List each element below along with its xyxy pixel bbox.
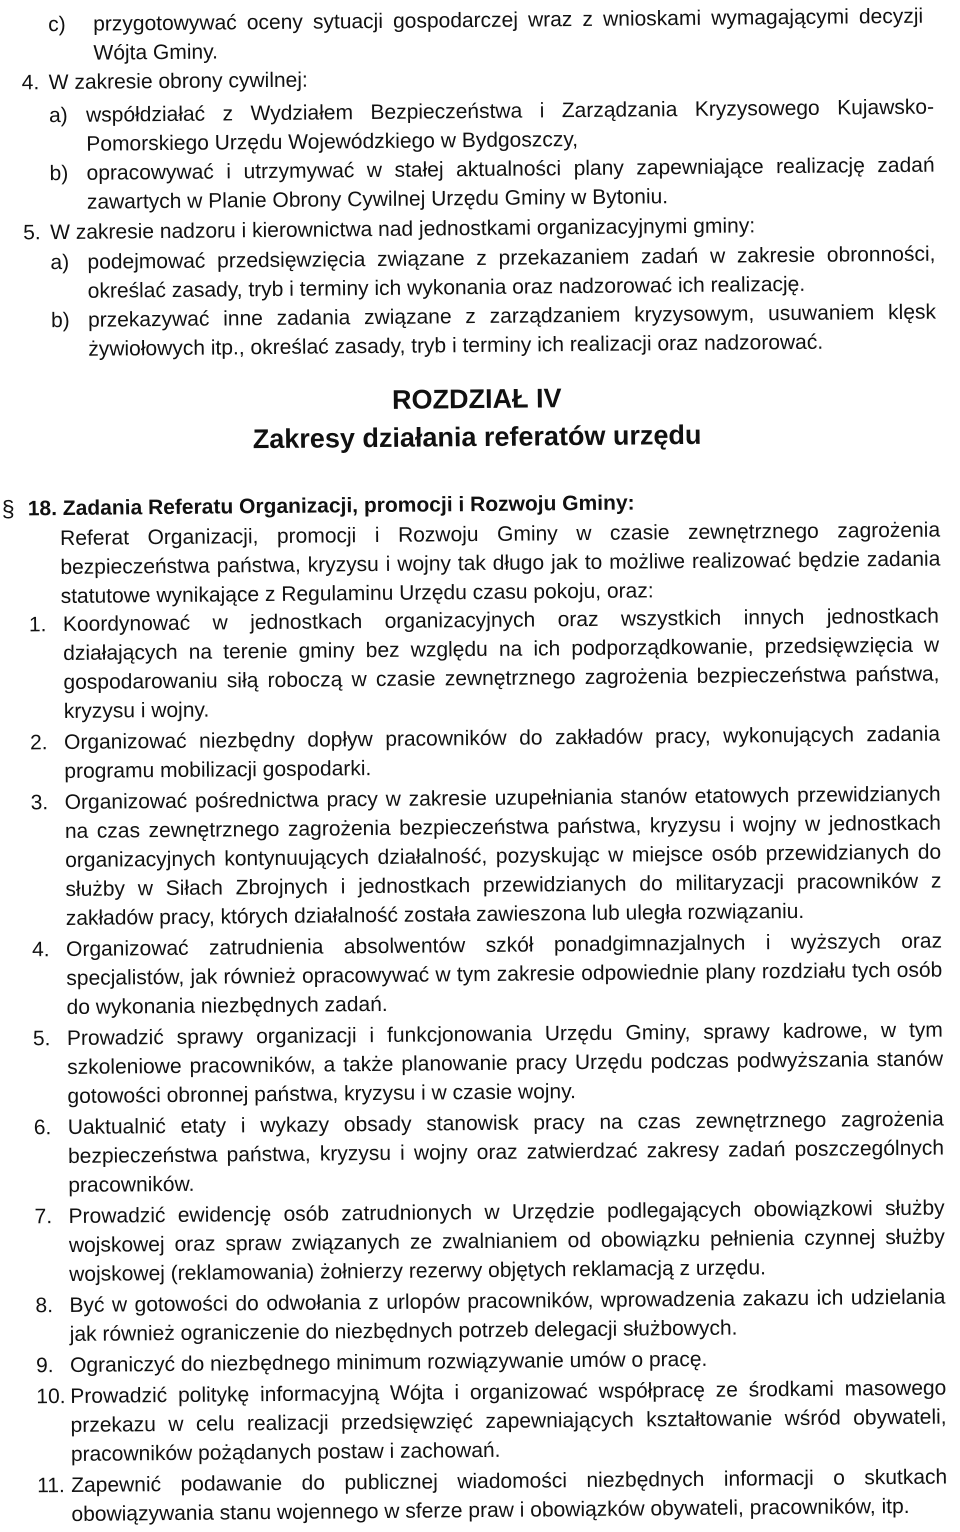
list-item-text: Koordynować w jednostkach organizacyjnych oraz wszystkich innych jednostkach działających na terenie gminy bez względu na ich podporządkowanie, przedsięwzięcia w gospodarowaniu siłą roboczą w czasie zewnętrznego zagrożenia bezpieczeństwa państwa, kryzysu i wojny. [62,604,940,723]
list-item-number: 1. [28,613,47,637]
list-item-text: Ograniczyć do niezbędnego minimum rozwiązywanie umów o pracę. [69,1347,708,1377]
item-marker: c) [48,12,66,37]
subitem-text: przekazywać inne zadania związane z zarządzaniem kryzysowym, usuwaniem klęsk żywiołowych itp., określać zasady, tryb i terminy ich realizacji oraz nadzorować. [87,300,937,361]
chapter-number: ROZDZIAŁ IV [391,383,562,415]
section-heading: 18. Zadania Referatu Organizacji, promocji i Rozwoju Gminy: [27,491,635,521]
list-item-text: Prowadzić ewidencję osób zatrudnionych w Urzędzie podlegających obowiązkowi służby wojskowej oraz spraw związanych ze zwalnianiem od obowiązku pełnienia czynnej służby wojskowej (reklamowania) żołnierzy rezerwy objętych reklamacją z urzędu. [68,1196,945,1286]
list-item [33,1016,944,1112]
list-item [35,1283,946,1350]
item-title: W zakresie obrony cywilnej: [48,68,308,95]
list-item-text: Organizować zatrudnienia absolwentów szkół ponadgimnazjalnych i wyższych oraz specjalistów, jak również opracowywać w tym zakresie odpowiednie plany rozdziału tych osób do wykonania niezbędnych zadań. [65,929,943,1019]
list-item [36,1374,947,1470]
subitem-text: opracowywać i utrzymywać w stałej aktualności plany zapewniające realizację zadań zawartych w Planie Obrony Cywilnej Urzędu Gminy w Bytoniu. [86,153,935,214]
list-item-number: 4. [31,938,50,962]
list-item-number: 8. [35,1294,54,1318]
list-item-text: Organizować pośrednictwa pracy w zakresie uzupełniania stanów etatowych przewidzianych na czas zewnętrznego zagrożenia bezpieczeństwa państwa, kryzysu i wojny w jednostkach organizacyjnych kontynuujących działalność, pozyskując w miejsce osób przewidzianych do służby w Siłach Zbrojnych i jednostkach przewidzianych do militaryzacji pracowników z zakładów pracy, których działalność została zawieszona lub uległa rozwiązaniu. [64,782,942,930]
section-intro: Referat Organizacji, promocji i Rozwoju Gminy w czasie zewnętrznego zagrożenia bezpieczeństwa państwa, kryzysu i wojny tak długo jak to możliwe realizować będzie zadania statutowe wynikające z Regulaminu Urzędu czasu pokoju, oraz: [59,518,941,609]
list-item [32,927,943,1023]
list-item-number: 6. [33,1116,52,1140]
list-item-text: Prowadzić sprawy organizacji i funkcjonowania Urzędu Gminy, sprawy kadrowe, w tym szkoleniowe pracowników, a także planowanie pracy Urzędu podczas podwyższania stanów gotowości obronnej państwa, kryzysu i w czasie wojny. [66,1018,944,1108]
section-sign: § [1,495,15,522]
list-item-text: Uaktualnić etaty i wykazy obsady stanowisk pracy na czas zewnętrznego zagrożenia bezpieczeństwa państwa, kryzysu i wojny oraz zatwierdzać zakresy zadań poszczególnych pracowników. [67,1107,945,1197]
list-item-text: Zapewnić podawanie do publicznej wiadomości niezbędnych informacji o skutkach obowiązywania stanu wojennego w sferze praw i obowiązków obywateli, pracowników, itp. [71,1465,948,1526]
subitem-marker: a) [50,250,70,275]
item-text: przygotowywać oceny sytuacji gospodarczej wraz z wnioskami wymagającymi decyzji Wójta Gminy. [93,4,924,65]
list-item-number: 3. [30,791,49,815]
item-number: 5. [23,221,41,245]
list-item [37,1463,948,1530]
list-item [34,1105,945,1201]
list-item-number: 11. [37,1474,65,1498]
list-item-text: Być w gotowości do odwołania z urlopów pracowników, wprowadzenia zakazu ich udzielania jak również ograniczenie do niezbędnych potrzeb delegacji służbowych. [69,1285,946,1346]
list-item [30,720,941,787]
chapter-title: Zakresy działania referatów urzędu [252,419,702,455]
item-number: 4. [21,71,40,95]
list-item-number: 5. [32,1027,51,1051]
list-item-text: Organizować niezbędny dopływ pracowników do zakładów pracy, wykonujących zadania programu mobilizacji gospodarki. [63,722,941,783]
subitem-marker: a) [48,103,68,128]
list-item-number: 9. [35,1354,54,1378]
task-list [29,602,948,1532]
list-item [31,780,942,934]
list-item-number: 10. [36,1385,66,1409]
list-item-number: 7. [34,1205,53,1229]
list-item [29,602,940,727]
list-item [34,1194,945,1290]
item-title: W zakresie nadzoru i kierownictwa nad jednostkami organizacyjnymi gminy: [50,214,756,245]
subitem-text: podejmować przedsięwzięcia związane z przekazaniem zadań w zakresie obronności, określać zasady, tryb i terminy ich wykonania oraz nadzorować ich realizację. [87,242,936,303]
list-item-text: Prowadzić politykę informacyjną Wójta i organizować współpracę ze środkami masowego przekazu w celu realizacji przedsięwzięć zapewniających kształtowanie wśród obywateli, pracowników pożądanych postaw i zachowań. [70,1376,947,1466]
list-item-number: 2. [29,731,48,755]
subitem-marker: b) [50,308,70,333]
subitem-marker: b) [49,161,69,186]
subitem-text: współdziałać z Wydziałem Bezpieczeństwa i Zarządzania Kryzysowego Kujawsko-Pomorskiego Urzędu Wojewódzkiego w Bydgoszczy, [85,95,935,156]
